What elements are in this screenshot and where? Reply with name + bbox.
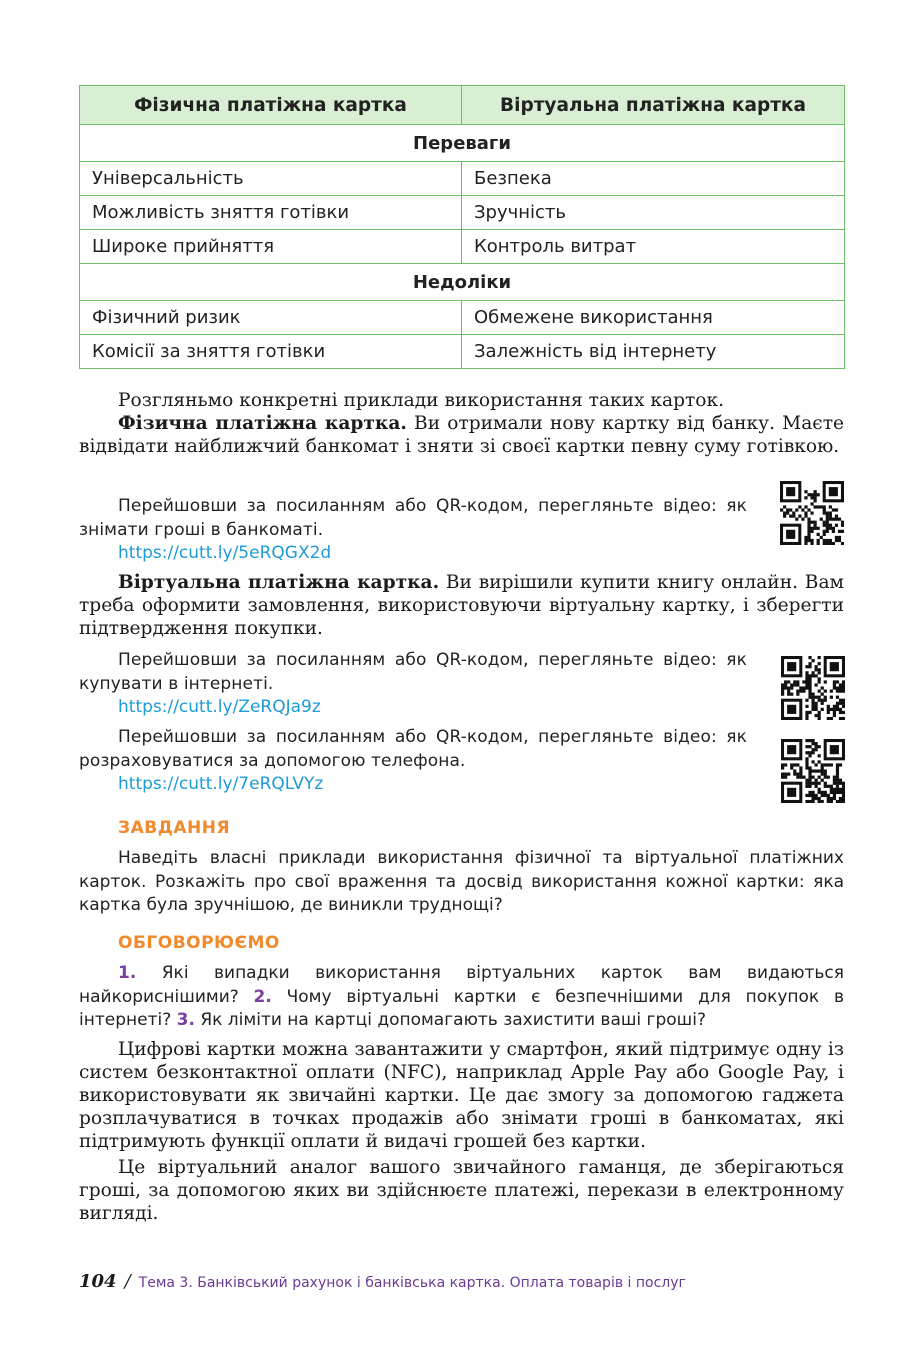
table-row bbox=[80, 301, 845, 335]
qr-code-icon[interactable] bbox=[781, 656, 845, 720]
table-cell: Обмежене використання bbox=[462, 301, 845, 335]
task-block bbox=[79, 847, 844, 918]
page-number: 104 bbox=[79, 1271, 117, 1292]
intro-text: Розгляньмо конкретні приклади використання таких карток. bbox=[118, 390, 725, 411]
question-number: 2. bbox=[253, 986, 272, 1007]
table-header-virtual: Віртуальна платіжна картка bbox=[462, 86, 845, 125]
question-text: Як ліміти на картці допомагають захистити ваші гроші? bbox=[194, 1010, 706, 1030]
table-cell: Фізичний ризик bbox=[80, 301, 462, 335]
physical-card-lead: Фізична платіжна картка. bbox=[118, 413, 407, 434]
qr-code-icon[interactable] bbox=[781, 739, 845, 803]
table-cell: Можливість зняття готівки bbox=[80, 196, 462, 230]
question-number: 3. bbox=[176, 1010, 195, 1030]
table-header-row bbox=[80, 86, 845, 125]
question-text: Які випадки використання віртуальних карток вам видаються найкориснішими? bbox=[79, 963, 844, 1007]
table-cell: Широке прийняття bbox=[80, 230, 462, 264]
comparison-table bbox=[79, 85, 845, 369]
section-title-advantages: Переваги bbox=[80, 125, 845, 162]
virtual-wallet-paragraph: Це віртуальний аналог вашого звичайного гаманця, де зберігаються гроші, за допомогою яких ви здійснюєте платежі, перекази в електронному вигляді. bbox=[79, 1157, 844, 1224]
question-number: 1. bbox=[118, 963, 137, 983]
table-cell: Комісії за зняття готівки bbox=[80, 335, 462, 369]
table-cell: Залежність від інтернету bbox=[462, 335, 845, 369]
video-3-text: Перейшовши за посиланням або QR-кодом, перегляньте відео: як розраховуватися за допомогою телефона. bbox=[79, 727, 747, 771]
task-text: Наведіть власні приклади використання фізичної та віртуальної платіжних карток. Розкажіть про свої враження та досвід використання кожної картки: яка картка була зручнішою, де виникли труднощі? bbox=[79, 848, 844, 915]
table-header-physical: Фізична платіжна картка bbox=[80, 86, 462, 125]
table-cell: Зручність bbox=[462, 196, 845, 230]
discuss-block bbox=[79, 962, 844, 1033]
virtual-card-example bbox=[79, 571, 844, 640]
table-row bbox=[80, 335, 845, 369]
table-cell: Контроль витрат bbox=[462, 230, 845, 264]
question-text: Чому віртуальні картки є безпечнішими для покупок в інтернеті? bbox=[79, 986, 844, 1030]
table-row bbox=[80, 162, 845, 196]
video-2-link[interactable]: https://cutt.ly/ZeRQJa9z bbox=[118, 697, 321, 717]
qr-code-icon[interactable] bbox=[780, 481, 844, 545]
table-section-row bbox=[80, 125, 845, 162]
intro-block bbox=[79, 389, 844, 458]
table-row bbox=[80, 196, 845, 230]
video-1-link[interactable]: https://cutt.ly/5eRQGX2d bbox=[118, 543, 332, 563]
video-block-2 bbox=[79, 649, 747, 719]
virtual-card-lead: Віртуальна платіжна картка. bbox=[118, 572, 440, 593]
virtual-card-text: Ви вирішили купити книгу онлайн. Вам треба оформити замовлення, використовуючи віртуальну картку, і зберегти підтвердження покупки. bbox=[79, 572, 844, 639]
table-row bbox=[80, 230, 845, 264]
footer-separator: / bbox=[124, 1271, 131, 1292]
video-block-3 bbox=[79, 726, 747, 796]
video-block-1 bbox=[79, 495, 747, 565]
discuss-questions bbox=[79, 962, 844, 1033]
page-footer bbox=[79, 1271, 686, 1292]
task-heading: ЗАВДАННЯ bbox=[118, 818, 231, 838]
virtual-card-block bbox=[79, 571, 844, 640]
video-2-text: Перейшовши за посиланням або QR-кодом, перегляньте відео: як купувати в інтернеті. bbox=[79, 650, 747, 694]
digital-cards-block bbox=[79, 1038, 844, 1225]
video-3-link[interactable]: https://cutt.ly/7eRQLVYz bbox=[118, 774, 324, 794]
digital-cards-paragraph: Цифрові картки можна завантажити у смартфон, який підтримує одну із систем безконтактної оплати (NFC), наприклад Apple Pay або Google Pay, і використовувати як звичайні картки. Це дає змогу за допомогою гаджета розплачуватися в точках продажів або знімати гроші в банкоматах, які підтримують функції оплати й видачі грошей без картки. bbox=[79, 1039, 844, 1152]
section-title-disadvantages: Недоліки bbox=[80, 264, 845, 301]
video-1-text: Перейшовши за посиланням або QR-кодом, перегляньте відео: як знімати гроші в банкоматі. bbox=[79, 496, 747, 540]
table-cell: Універсальність bbox=[80, 162, 462, 196]
table-cell: Безпека bbox=[462, 162, 845, 196]
footer-topic: Тема 3. Банківський рахунок і банківська картка. Оплата товарів і послуг bbox=[138, 1275, 686, 1291]
discuss-heading: ОБГОВОРЮЄМО bbox=[118, 933, 280, 953]
physical-card-text: Ви отримали нову картку від банку. Маєте відвідати найближчий банкомат і зняти зі своєї картки певну суму готівкою. bbox=[79, 413, 845, 457]
table-section-row bbox=[80, 264, 845, 301]
physical-card-example bbox=[79, 412, 844, 458]
